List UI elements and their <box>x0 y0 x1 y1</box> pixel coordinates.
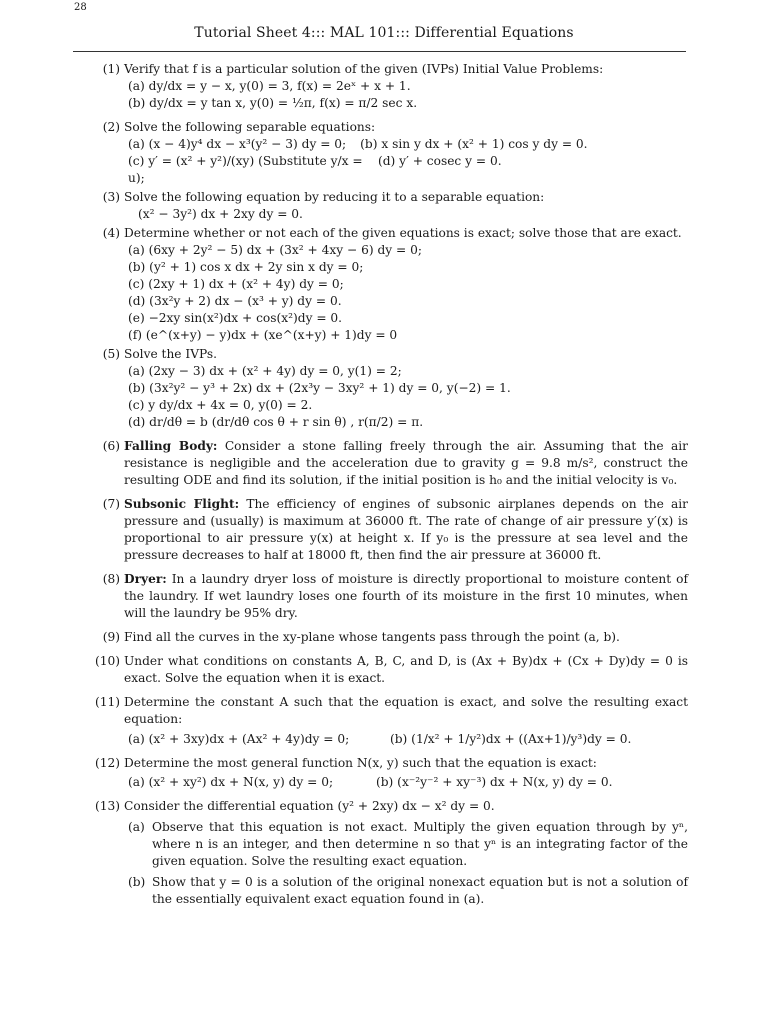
question-heading: Falling Body: <box>124 439 218 453</box>
question-number: (6) <box>102 439 120 453</box>
subpart-a: (a) dy/dx = y − x, y(0) = 3, f(x) = 2eˣ + x + 1. <box>128 79 411 93</box>
equation: (x² − 3y²) dx + 2xy dy = 0. <box>138 207 303 221</box>
subpart-a <box>128 819 688 870</box>
question-text: Determine the most general function N(x, y) such that the equation is exact: <box>124 756 597 770</box>
question-3 <box>88 189 688 223</box>
subpart-text: Show that y = 0 is a solution of the original nonexact equation but is not a solution of the essentially equivalent exact equation found in (a). <box>152 875 688 906</box>
subpart-label: (a) <box>128 820 145 834</box>
question-2 <box>88 119 688 187</box>
question-13 <box>88 798 688 908</box>
question-text: Consider a stone falling freely through the air. Assuming that the air resistance is negligible and the acceleration due to gravity g = 9.8 m/s², construct the resulting ODE and find its solution, if the initial position is h₀ and the initial velocity is v₀. <box>124 439 689 487</box>
subpart-b: (b) (3x²y² − y³ + 2x) dx + (2x³y − 3xy² + 1) dy = 0, y(−2) = 1. <box>128 381 511 395</box>
question-text: Solve the following equation by reducing it to a separable equation: <box>124 190 545 204</box>
question-4 <box>88 225 688 344</box>
subpart-a: (a) (x − 4)y⁴ dx − x³(y² − 3) dy = 0; <box>128 137 347 151</box>
subpart-a: (a) (2xy − 3) dx + (x² + 4y) dy = 0, y(1) = 2; <box>128 364 402 378</box>
subpart-c: (c) (2xy + 1) dx + (x² + 4y) dy = 0; <box>128 277 344 291</box>
subpart-e: (e) −2xy sin(x²)dx + cos(x²)dy = 0. <box>128 311 343 325</box>
subpart-text: Observe that this equation is not exact. Multiply the given equation through by yⁿ, where n is an integer, and then determine n so that yⁿ is an integrating factor of the given equation. Solve the resulting exact equation. <box>152 820 688 868</box>
question-number: (7) <box>102 497 120 511</box>
question-number: (8) <box>102 572 120 586</box>
question-text: The efficiency of engines of subsonic airplanes depends on the air pressure and (usually) is maximum at 36000 ft. The rate of change of air pressure y′(x) is proportional to air pressure y(x) at height x. If y₀ is the pressure at sea level and the pressure decreases to half at 18000 ft, then find the air pressure at 36000 ft. <box>124 497 689 562</box>
subpart-b: (b) dy/dx = y tan x, y(0) = ½π, f(x) = π/2 sec x. <box>128 96 418 110</box>
question-6 <box>88 438 688 489</box>
question-text: Find all the curves in the xy-plane whose tangents pass through the point (a, b). <box>124 630 620 644</box>
subpart-d: (d) y′ + cosec y = 0. <box>378 154 502 168</box>
subpart-a: (a) (x² + 3xy)dx + (Ax² + 4y)dy = 0; <box>128 732 350 746</box>
question-10 <box>88 653 688 687</box>
question-5 <box>88 346 688 431</box>
question-number: (9) <box>102 630 120 644</box>
question-heading: Subsonic Flight: <box>124 497 240 511</box>
subpart-d: (d) (3x²y + 2) dx − (x³ + y) dy = 0. <box>128 294 342 308</box>
question-text: Solve the IVPs. <box>124 347 218 361</box>
subpart-a: (a) (6xy + 2y² − 5) dx + (3x² + 4xy − 6) dy = 0; <box>128 243 422 257</box>
question-list <box>88 61 688 910</box>
page-title: Tutorial Sheet 4::: MAL 101::: Differential Equations <box>194 25 574 41</box>
question-text: Verify that f is a particular solution of the given (IVPs) Initial Value Problems: <box>124 62 604 76</box>
question-number: (5) <box>102 347 120 361</box>
question-number: (13) <box>94 799 120 813</box>
question-8 <box>88 571 688 622</box>
question-text: In a laundry dryer loss of moisture is directly proportional to moisture content of the laundry. If wet laundry loses one fourth of its moisture in the first 10 minutes, when will the laundry be 95% dry. <box>124 572 688 620</box>
subpart-b: (b) (x⁻²y⁻² + xy⁻³) dx + N(x, y) dy = 0. <box>376 775 613 789</box>
subpart-b <box>128 874 688 908</box>
question-number: (2) <box>102 120 120 134</box>
subpart-d: (d) dr/dθ = b (dr/dθ cos θ + r sin θ) , r(π/2) = π. <box>128 415 424 429</box>
question-text: Solve the following separable equations: <box>124 120 376 134</box>
subpart-b: (b) (1/x² + 1/y²)dx + ((Ax+1)/y³)dy = 0. <box>390 732 632 746</box>
question-text: Determine the constant A such that the equation is exact, and solve the resulting exact equation: <box>124 695 688 726</box>
subpart-f: (f) (e^(x+y) − y)dx + (xe^(x+y) + 1)dy = 0 <box>128 328 398 342</box>
question-number: (12) <box>94 756 120 770</box>
question-number: (4) <box>102 226 120 240</box>
question-number: (10) <box>94 654 120 668</box>
question-1 <box>88 61 688 112</box>
subpart-c: (c) y dy/dx + 4x = 0, y(0) = 2. <box>128 398 313 412</box>
question-11 <box>88 694 688 748</box>
title-rule <box>73 51 686 52</box>
question-text: Determine whether or not each of the given equations is exact; solve those that are exact. <box>124 226 682 240</box>
subpart-label: (b) <box>128 875 146 889</box>
subpart-b: (b) (y² + 1) cos x dx + 2y sin x dy = 0; <box>128 260 364 274</box>
question-7 <box>88 496 688 564</box>
question-9 <box>88 629 688 646</box>
question-number: (1) <box>102 62 120 76</box>
subpart-a: (a) (x² + xy²) dx + N(x, y) dy = 0; <box>128 775 334 789</box>
question-text: Under what conditions on constants A, B, C, and D, is (Ax + By)dx + (Cx + Dy)dy = 0 is exact. Solve the equation when it is exact. <box>124 654 688 685</box>
question-12 <box>88 755 688 791</box>
question-heading: Dryer: <box>124 572 167 586</box>
question-number: (11) <box>94 695 120 709</box>
page-number: 28 <box>74 2 87 13</box>
question-number: (3) <box>102 190 120 204</box>
subpart-b: (b) x sin y dx + (x² + 1) cos y dy = 0. <box>360 137 588 151</box>
question-text: Consider the differential equation (y² + 2xy) dx − x² dy = 0. <box>124 799 495 813</box>
subpart-c: (c) y′ = (x² + y²)/(xy) (Substitute y/x = u); <box>128 154 363 185</box>
